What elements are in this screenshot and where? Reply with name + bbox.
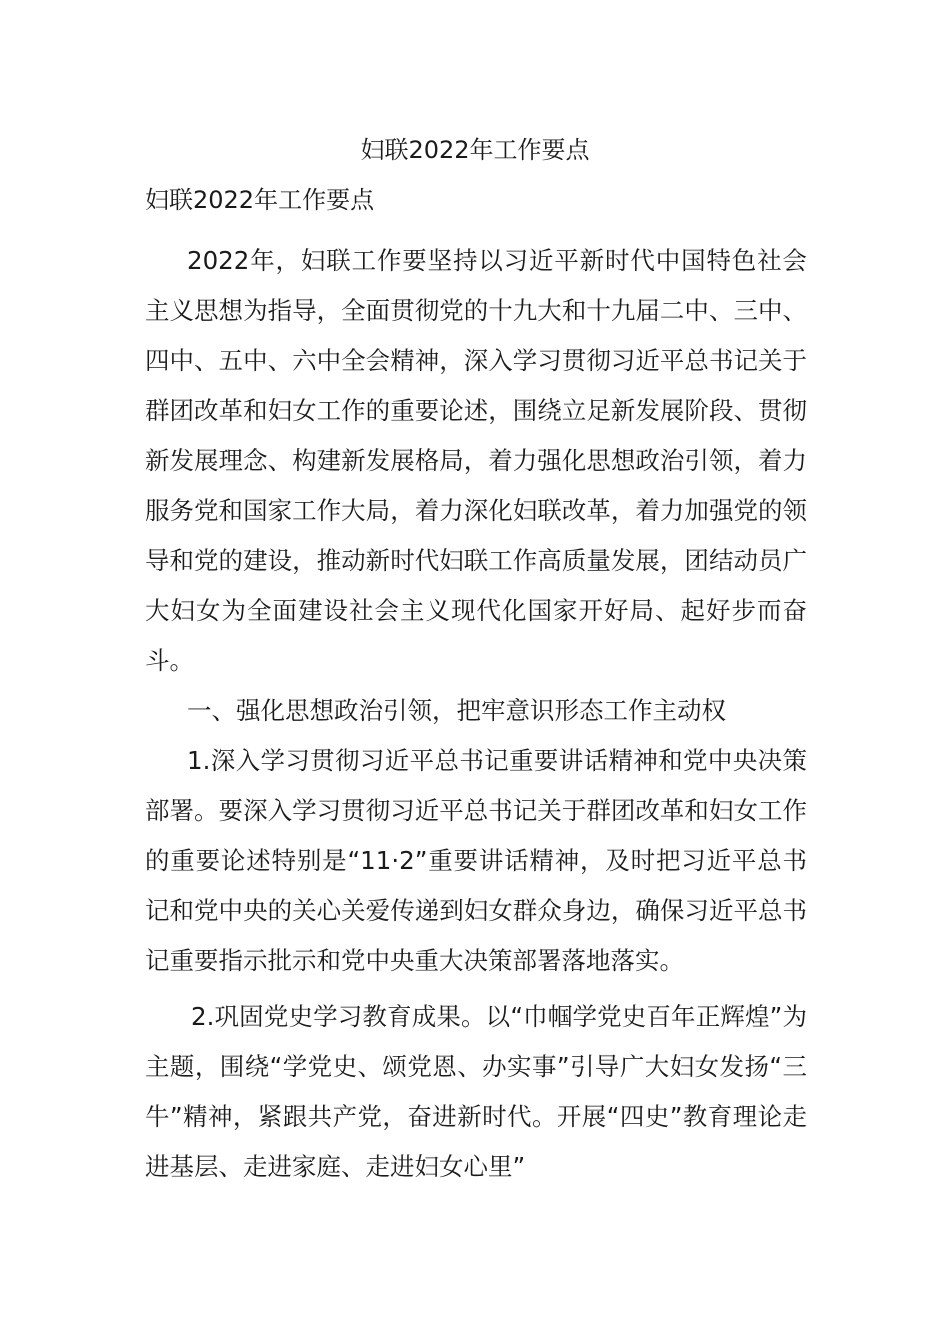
document-subtitle: 妇联2022年工作要点	[145, 186, 375, 214]
section-heading-1: 一、强化思想政治引领，把牢意识形态工作主动权	[187, 696, 726, 725]
intro-paragraph: 2022年，妇联工作要坚持以习近平新时代中国特色社会主义思想为指导，全面贯彻党的十九大和十九届二中、三中、四中、五中、六中全会精神，深入学习贯彻习近平总书记关于群团改革和妇女工作的重要论述，围绕立足新发展阶段、贯彻新发展理念、构建新发展格局，着力强化思想政治引领，着力服务党和国家工作大局，着力深化妇联改革，着力加强党的领导和党的建设，推动新时代妇联工作高质量发展，团结动员广大妇女为全面建设社会主义现代化国家开好局、起好步而奋斗。	[145, 246, 807, 675]
item-paragraph-1: 1.深入学习贯彻习近平总书记重要讲话精神和党中央决策部署。要深入学习贯彻习近平总书记关于群团改革和妇女工作的重要论述特别是“11·2”重要讲话精神，及时把习近平总书记和党中央的关心关爱传递到妇女群众身边，确保习近平总书记重要指示批示和党中央重大决策部署落地落实。	[145, 746, 807, 975]
document-body	[145, 182, 807, 1192]
document-title: 妇联2022年工作要点	[360, 136, 590, 164]
item-paragraph-2: 2.巩固党史学习教育成果。以“巾帼学党史百年正辉煌”为主题，围绕“学党史、颂党恩、办实事”引导广大妇女发扬“三牛”精神，紧跟共产党，奋进新时代。开展“四史”教育理论走进基层、走进家庭、走进妇女心里”	[145, 1002, 807, 1181]
